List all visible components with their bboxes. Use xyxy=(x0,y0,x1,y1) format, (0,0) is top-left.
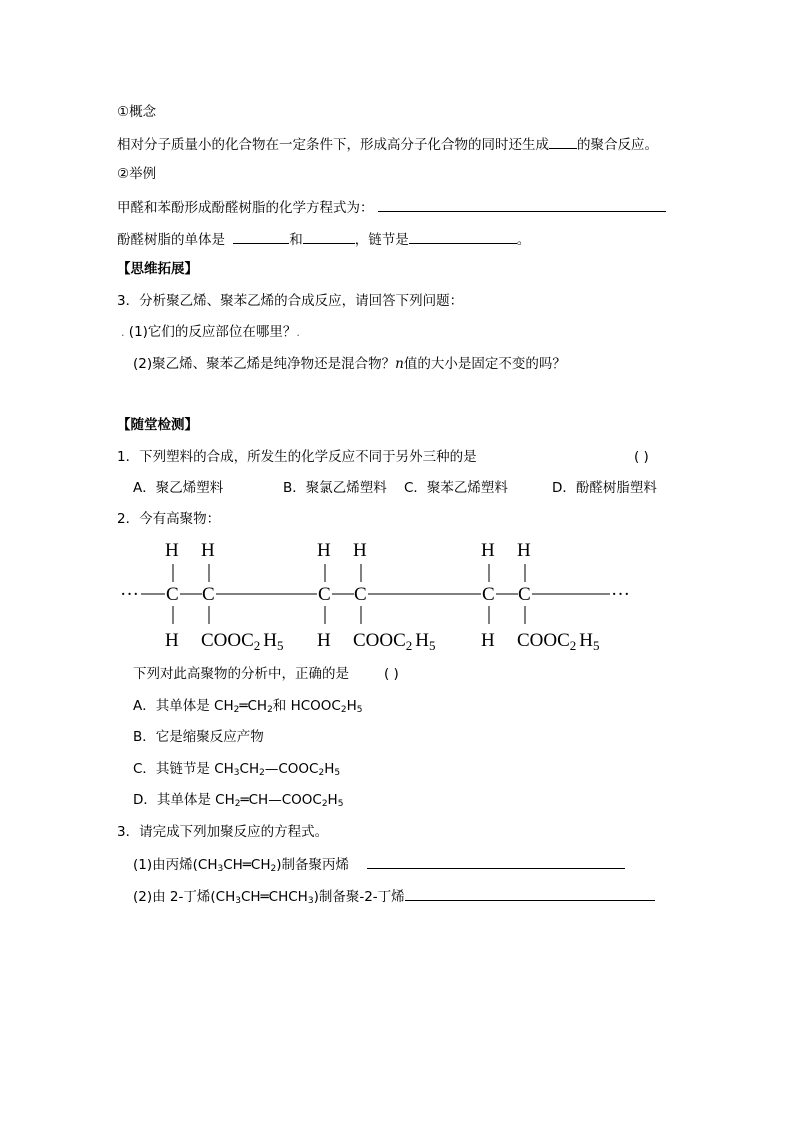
extension-q3-2-after: 值的大小是固定不变的吗？ xyxy=(403,356,566,372)
concept-heading: ①概念 xyxy=(117,104,157,120)
q2-c-text: CH xyxy=(239,761,260,777)
ester-group xyxy=(201,630,284,651)
ester-group-text: COOC xyxy=(201,630,254,651)
ester-sub: 2 xyxy=(569,638,577,651)
sub: 2 xyxy=(267,705,273,715)
q2-c-text: —COOC xyxy=(264,761,319,777)
q3-1-text: CH═CH xyxy=(223,857,271,873)
equation-blank[interactable] xyxy=(378,197,666,212)
atom-c: C xyxy=(166,584,179,605)
sub: 3 xyxy=(307,896,314,906)
atom-c: C xyxy=(318,584,331,605)
extension-q3-2 xyxy=(133,355,566,373)
q1-option-c[interactable]: C．聚苯乙烯塑料 xyxy=(404,480,508,496)
q3-1-blank[interactable] xyxy=(367,854,625,869)
q2-prompt: 下列对此高聚物的分析中，正确的是 xyxy=(133,666,349,682)
atom-h: H xyxy=(481,540,495,561)
check-q1-paren: ( ) xyxy=(634,449,649,465)
concept-blank[interactable] xyxy=(549,134,577,149)
q3-2-blank[interactable] xyxy=(405,886,655,901)
atom-h: H xyxy=(353,540,367,561)
check-q3: 3．请完成下列加聚反应的方程式。 xyxy=(117,824,329,840)
sub: 5 xyxy=(337,799,344,809)
extension-q3-1-text: (1)它们的反应部位在哪里？ xyxy=(128,324,297,340)
sub: 3 xyxy=(235,896,241,906)
atom-h: H xyxy=(165,540,179,561)
monomer-blank-1[interactable] xyxy=(233,229,289,244)
q3-1-text: )制备聚丙烯 xyxy=(276,857,350,873)
sub: 2 xyxy=(321,799,328,809)
check-q2: 2．今有高聚物： xyxy=(117,511,221,527)
atom-c: C xyxy=(482,584,495,605)
q2-option-a[interactable] xyxy=(133,697,362,715)
ester-group-text: COOC xyxy=(353,630,406,651)
q2-option-b[interactable]: B．它是缩聚反应产物 xyxy=(133,729,264,745)
atom-h: H xyxy=(517,540,531,561)
chain-blank[interactable] xyxy=(409,229,517,244)
q1-option-a[interactable]: A．聚乙烯塑料 xyxy=(133,480,224,496)
monomer-and: 和 xyxy=(289,232,303,248)
q3-2-text: )制备聚-2-丁烯 xyxy=(313,889,405,905)
ester-sub: 2 xyxy=(253,638,261,651)
atom-h: H xyxy=(317,540,331,561)
q2-d-text: ═CH—COOC xyxy=(240,792,322,808)
extension-q3-2-before: (2)聚乙烯、聚苯乙烯是纯净物还是混合物？ xyxy=(133,356,396,372)
q2-option-c[interactable] xyxy=(133,760,340,778)
example-heading: ②举例 xyxy=(117,166,157,182)
monomer-blank-2[interactable] xyxy=(303,229,355,244)
concept-text xyxy=(117,134,658,154)
polymer-structure xyxy=(115,536,675,651)
q3-1-text: (1)由丙烯(CH xyxy=(133,857,218,873)
ester-h-sub: 5 xyxy=(277,638,284,651)
check-q3-2 xyxy=(133,886,655,906)
q2-d-text: D．其单体是 CH xyxy=(133,792,235,808)
sub: 2 xyxy=(259,768,265,778)
monomer-line xyxy=(117,229,530,249)
sub: 2 xyxy=(234,799,241,809)
extension-heading: 【思维拓展】 xyxy=(117,261,198,277)
concept-text-after: 的聚合反应。 xyxy=(577,137,658,153)
ester-group-text: COOC xyxy=(517,630,570,651)
atom-c: C xyxy=(354,584,367,605)
q2-a-text: 和 HCOOC xyxy=(272,698,341,714)
ester-h: H xyxy=(263,630,278,651)
q2-a-text: H xyxy=(346,698,357,714)
sub: 2 xyxy=(270,864,277,874)
q1-option-b[interactable]: B．聚氯乙烯塑料 xyxy=(283,480,387,496)
ester-h: H xyxy=(579,630,594,651)
extension-q3-1 xyxy=(121,323,300,342)
ester-group xyxy=(517,630,600,651)
sub: 5 xyxy=(356,705,363,715)
q2-a-text: A．其单体是 CH xyxy=(133,698,234,714)
atom-h: H xyxy=(165,630,179,651)
q1-option-d[interactable]: D．酚醛树脂塑料 xyxy=(552,480,657,496)
equation-line xyxy=(117,197,666,217)
ester-sub: 2 xyxy=(405,638,413,651)
atom-c: C xyxy=(518,584,531,605)
chain-ellipsis-right: ··· xyxy=(611,584,630,605)
sub: 3 xyxy=(217,864,224,874)
extension-q3: 3．分析聚乙烯、聚苯乙烯的合成反应，请回答下列问题： xyxy=(117,293,464,309)
sub: 2 xyxy=(233,705,240,715)
q2-c-text: C．其链节是 CH xyxy=(133,761,234,777)
check-q1: 1．下列塑料的合成，所发生的化学反应不同于另外三种的是 xyxy=(117,449,477,465)
sub: 2 xyxy=(340,705,347,715)
check-q3-1 xyxy=(133,854,625,874)
equation-label: 甲醛和苯酚形成酚醛树脂的化学方程式为： xyxy=(117,200,374,216)
check-heading: 【随堂检测】 xyxy=(117,417,198,433)
q3-2-text: (2)由 2-丁烯(CH xyxy=(133,889,236,905)
chain-ellipsis-left: ··· xyxy=(120,584,139,605)
q2-option-d[interactable] xyxy=(133,791,343,809)
dot-mark: . xyxy=(121,326,125,339)
q2-c-text: H xyxy=(324,761,335,777)
atom-h: H xyxy=(481,630,495,651)
sub: 3 xyxy=(233,768,240,778)
q2-d-text: H xyxy=(327,792,338,808)
sub: 2 xyxy=(318,768,325,778)
ester-group xyxy=(353,630,436,651)
chain-label: ，链节是 xyxy=(354,232,409,248)
atom-h: H xyxy=(201,540,215,561)
q2-paren: ( ) xyxy=(384,666,399,682)
monomer-label: 酚醛树脂的单体是 xyxy=(117,232,225,248)
ester-h: H xyxy=(415,630,430,651)
variable-n: n xyxy=(395,356,404,372)
ester-h-sub: 5 xyxy=(429,638,436,651)
atom-c: C xyxy=(202,584,215,605)
atom-h: H xyxy=(317,630,331,651)
monomer-period: 。 xyxy=(516,232,531,248)
sub: 5 xyxy=(334,768,341,778)
q2-a-text: ═CH xyxy=(239,698,268,714)
dot-mark: . xyxy=(296,326,300,339)
ester-h-sub: 5 xyxy=(593,638,600,651)
q3-2-text: CH═CHCH xyxy=(240,889,308,905)
concept-text-before: 相对分子质量小的化合物在一定条件下，形成高分子化合物的同时还生成 xyxy=(117,137,549,153)
